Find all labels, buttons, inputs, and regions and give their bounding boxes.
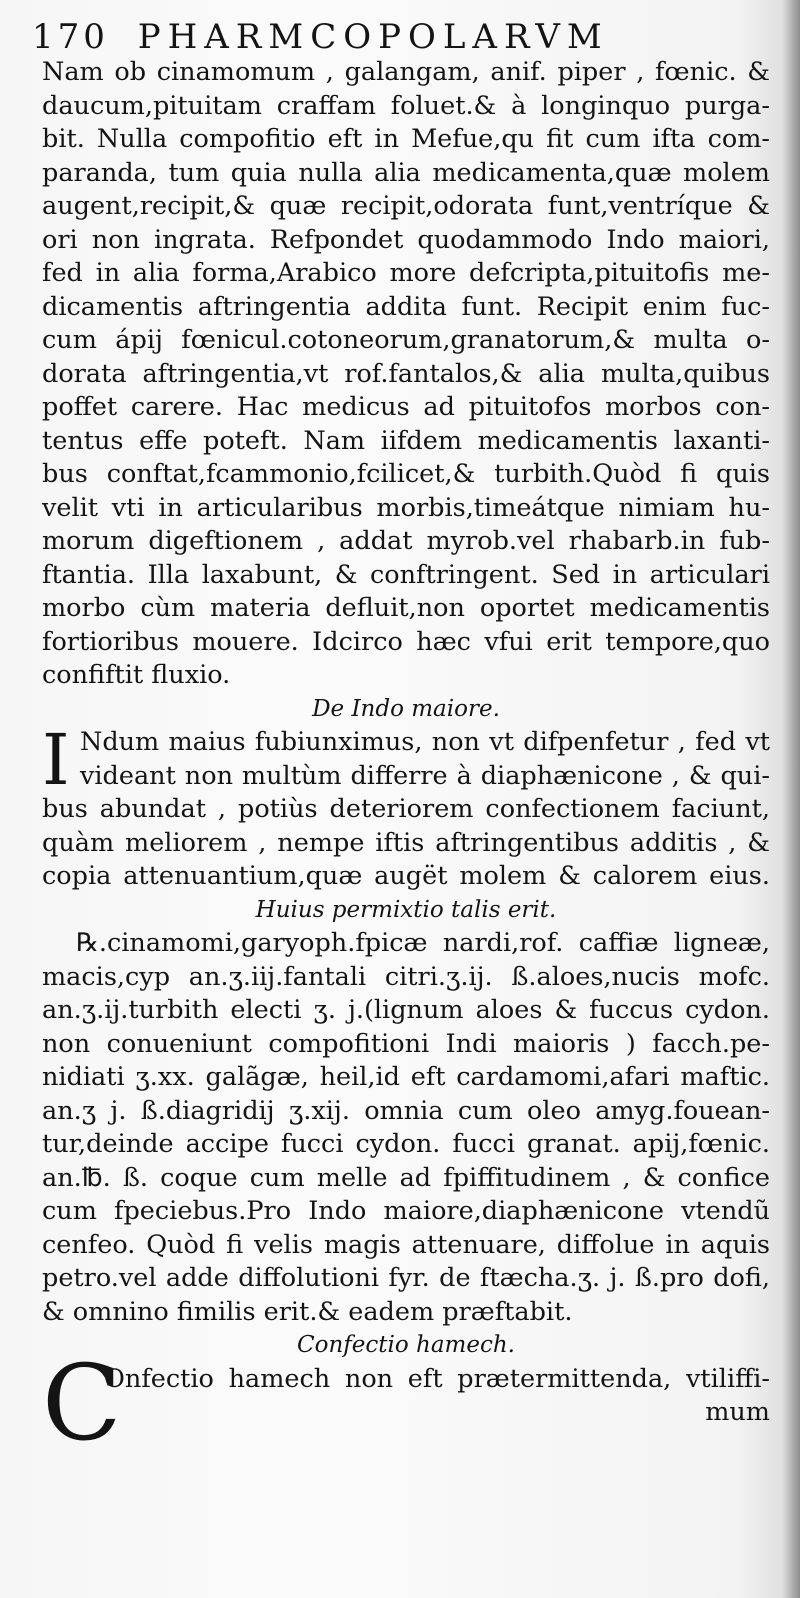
page-spine-shadow xyxy=(782,0,800,1598)
text-line: macis,cyp an.ʒ.iij.fantali citri.ʒ.ij. ß.aloes,nucis mofc. xyxy=(42,961,770,992)
text-line: bus abundat , potiùs deteriorem confectionem faciunt, xyxy=(42,794,770,824)
text-line: daucum,pituitam craffam foluet.& à longinquo purga- xyxy=(42,90,770,121)
text-line: ftantia. Illa laxabunt, & conftringent. Sed in articulari xyxy=(42,559,770,590)
text-line: poffet carere. Hac medicus ad pituitofos morbos con- xyxy=(42,392,770,422)
text-line: nidiati ʒ.xx. galãgæ, heil,id eft cardamomi,afari maftic. xyxy=(42,1062,770,1092)
text-line: videant non multùm differre à diaphænicone , & qui- xyxy=(80,760,770,791)
text-line: bit. Nulla compofitio eft in Mefue,qu fit cum ifta com- xyxy=(42,124,770,154)
text-line: Onfectio hamech non eft prætermittenda, vtiliffi- xyxy=(104,1363,770,1394)
text-line: augent,recipit,& quæ recipit,odorata funt,ventríque & xyxy=(42,191,770,221)
text-line: tentus effe poteft. Nam iifdem medicamentis laxanti- xyxy=(42,425,770,456)
text-line: non conueniunt compofitioni Indi maioris ) facch.pe- xyxy=(42,1028,770,1059)
drop-cap-initial: I xyxy=(42,719,70,801)
text-block xyxy=(42,56,770,1464)
page-number: 170 xyxy=(32,17,109,57)
paragraph-2 xyxy=(42,719,770,894)
drop-cap-initial: C xyxy=(42,1341,122,1464)
text-line: cenfeo. Quòd fi velis magis attenuare, diffolue in aquis xyxy=(42,1229,770,1260)
text-line: dicamentis aftringentia addita funt. Recipit enim fuc- xyxy=(42,291,770,322)
running-title: PHARMCOPOLARVM xyxy=(137,17,609,57)
text-line: an.℔. ß. coque cum melle ad fpiffitudinem , & confice xyxy=(42,1162,770,1193)
section-heading-indo-maiore: De Indo maiore. xyxy=(312,695,500,722)
text-line: paranda, tum quia nulla alia medicamenta,quæ molem xyxy=(42,157,770,188)
text-line: morbo cùm materia defluit,non oportet medicamentis xyxy=(42,593,770,623)
page-header xyxy=(32,14,772,60)
text-line: an.ʒ.ij.turbith electi ʒ. j.(lignum aloes & fuccus cydon. xyxy=(42,995,770,1025)
section-heading-permixtio: Huius permixtio talis erit. xyxy=(255,896,557,923)
paragraph-1 xyxy=(42,56,770,693)
text-line: Ndum maius fubiunximus, non vt difpenfetur , fed vt xyxy=(80,727,770,757)
text-line: ℞.cinamomi,garyoph.fpicæ nardi,rof. caffiæ ligneæ, xyxy=(76,928,770,958)
text-line: cum ápij fœnicul.cotoneorum,granatorum,& multa o- xyxy=(42,325,770,355)
text-line: fortioribus mouere. Idcirco hæc vfui erit tempore,quo xyxy=(42,626,770,657)
text-line: fed in alia forma,Arabico more defcripta,pituitofis me- xyxy=(42,258,770,288)
section-heading-confectio-hamech: Confectio hamech. xyxy=(297,1332,515,1358)
text-line: quàm meliorem , nempe iftis aftringentibus additis , & xyxy=(42,827,770,858)
text-line: copia attenuantium,quæ augët molem & calorem eius. xyxy=(42,861,770,891)
text-line: bus conftat,fcammonio,fcilicet,& turbith.Quòd fi quis xyxy=(42,459,770,489)
text-line: Nam ob cinamomum , galangam, anif. piper , fœnic. & xyxy=(42,57,770,87)
text-line: cum fpeciebus.Pro Indo maiore,diaphænicone vtendũ xyxy=(42,1196,770,1226)
text-line: morum digeftionem , addat myrob.vel rhabarb.in fub- xyxy=(42,526,770,556)
text-line: ori non ingrata. Refpondet quodammodo Indo maiori, xyxy=(42,224,770,255)
catchword: mum xyxy=(705,1397,770,1427)
text-line: & omnino fimilis erit.& eadem præftabit. xyxy=(42,1296,573,1327)
text-line: velit vti in articularibus morbis,timeátque nimiam hu- xyxy=(42,492,770,523)
text-line: an.ʒ j. ß.diagridij ʒ.xij. omnia cum oleo amyg.fouean- xyxy=(42,1095,770,1126)
text-line: dorata aftringentia,vt rof.fantalos,& alia multa,quibus xyxy=(42,358,770,389)
text-line: petro.vel adde diffolutioni fyr. de ftæcha.ʒ. j. ß.pro dofi, xyxy=(42,1263,770,1293)
paragraph-3-recipe xyxy=(42,927,770,1329)
text-line: tur,deinde accipe fucci cydon. fucci granat. apij,fœnic. xyxy=(42,1129,770,1159)
paragraph-4 xyxy=(42,1341,770,1464)
text-line: confiftit fluxio. xyxy=(42,660,231,690)
